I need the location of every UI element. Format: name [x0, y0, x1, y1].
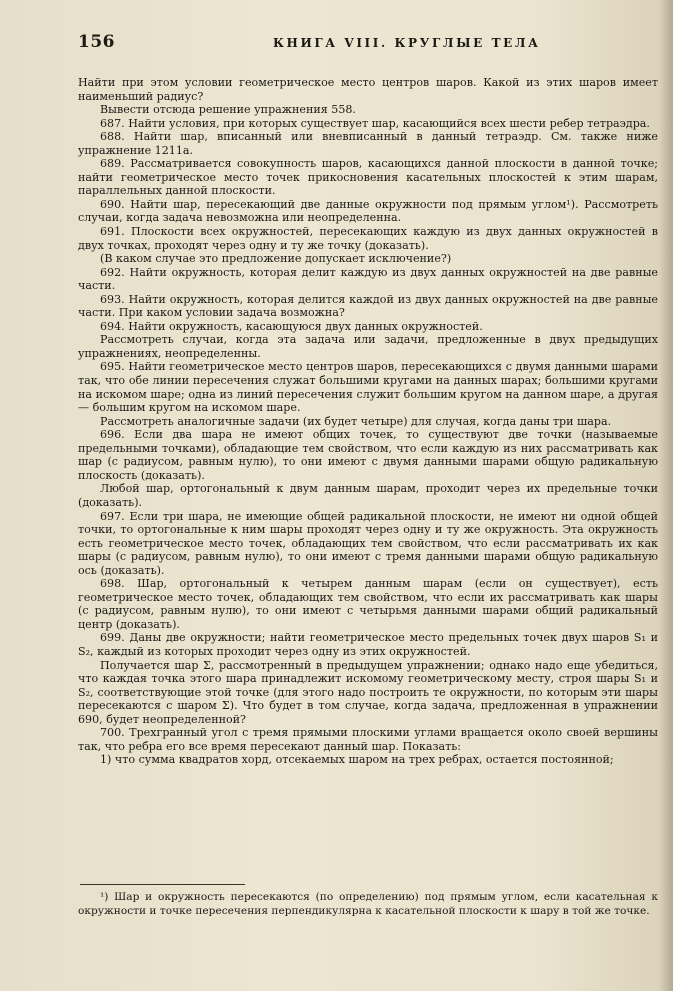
paragraph: (В каком случае это предложение допускает исключение?)	[100, 252, 452, 266]
exercise-696: 696. Если два шара не имеют общих точек, то существуют две точки (называемые предельными точками), обладающие тем свойством, что если каждую из них рассматривать как шар (с радиусом, равным нулю), то они имеют с двумя данными шарами общую радикальную плоскость (доказать).	[78, 428, 658, 482]
exercise-690: 690. Найти шар, пересекающий две данные окружности под прямым углом¹). Рассмотреть случаи, когда задача невозможна или неопределенна.	[78, 197, 658, 225]
paragraph: Найти при этом условии геометрическое место центров шаров. Какой из этих шаров имеет наименьший радиус?	[78, 76, 658, 103]
footnote-rule	[80, 884, 245, 885]
page-header	[78, 32, 658, 60]
paragraph: Вывести отсюда решение упражнения 558.	[100, 103, 356, 117]
exercise-693: 693. Найти окружность, которая делится каждой из двух данных окружностей на две равные части. При каком условии задача возможна?	[78, 292, 658, 320]
paragraph: 1) что сумма квадратов хорд, отсекаемых шаром на трех ребрах, остается постоянной;	[100, 753, 614, 767]
page-edge-shadow	[659, 0, 673, 991]
exercise-697: 697. Если три шара, не имеющие общей радикальной плоскости, не имеют ни одной общей точки, то ортогональные к ним шары проходят через одну и ту же окружность. Эта окружность есть геометрическое место точек, обладающих тем свойством, что если рассматривать их как шары (с радиусом, равным нулю), то они имеют с тремя данными шарами общую радикальную ось (доказать).	[78, 509, 658, 577]
exercise-700: 700. Трехгранный угол с тремя прямыми плоскими углами вращается около своей вершины так, что ребра его все время пересекают данный шар. Показать:	[78, 726, 658, 753]
exercise-692: 692. Найти окружность, которая делит каждую из двух данных окружностей на две равные части.	[78, 265, 658, 293]
exercise-688: 688. Найти шар, вписанный или вневписанный в данный тетраэдр. См. также ниже упражнение 1211а.	[78, 130, 658, 157]
exercise-689: 689. Рассматривается совокупность шаров, касающихся данной плоскости в данной точке; найти геометрическое место точек прикосновения касательных плоскостей к этим шарам, параллельных данной плоскости.	[78, 157, 658, 198]
exercise-687: 687. Найти условия, при которых существует шар, касающийся всех шести ребер тетраэдра.	[100, 116, 650, 130]
exercise-695: 695. Найти геометрическое место центров шаров, пересекающихся с двумя данными шарами так, что обе линии пересечения служат большими кругами на данных шарах; большими кругами на искомом шаре; одна из линий пересечения служит большим кругом на данном шаре, а другая — большим кругом на искомом шаре.	[78, 360, 658, 415]
paragraph: Получается шар Σ, рассмотренный в предыдущем упражнении; однако надо еще убедиться, что каждая точка этого шара принадлежит искомому геометрическому месту, строя шары S₁ и S₂, соответствующие этой точке (для этого надо построить те окружности, по которым эти шары пересекаются с шаром Σ). Что будет в том случае, когда задача, предложенная в упражнении 690, будет неопределенной?	[78, 658, 658, 726]
body-text	[78, 76, 658, 767]
footnote: ¹) Шар и окружность пересекаются (по определению) под прямым углом, если касательная к окружности и точке пересечения перпендикулярна к касательной плоскости к шару в той же точке.	[78, 891, 658, 917]
paragraph: Рассмотреть случаи, когда эта задача или задачи, предложенные в двух предыдущих упражнениях, неопределенны.	[78, 333, 658, 360]
paragraph: Любой шар, ортогональный к двум данным шарам, проходит через их предельные точки (доказать).	[78, 482, 658, 509]
running-head: КНИГА VIII. КРУГЛЫЕ ТЕЛА	[273, 36, 541, 50]
footnotes	[78, 884, 658, 918]
exercise-694: 694. Найти окружность, касающуюся двух данных окружностей.	[100, 319, 483, 333]
exercise-699: 699. Даны две окружности; найти геометрическое место предельных точек двух шаров S₁ и S₂, каждый из которых проходит через одну из этих окружностей.	[78, 631, 658, 658]
page-number: 156	[78, 32, 115, 52]
paragraph: Рассмотреть аналогичные задачи (их будет четыре) для случая, когда даны три шара.	[100, 414, 612, 428]
exercise-698: 698. Шар, ортогональный к четырем данным шарам (если он существует), есть геометрическое место точек, обладающих тем свойством, что если их рассматривать как шары (с радиусом, равным нулю), то они имеют с четырьмя данными шарами общий радикальный центр (доказать).	[78, 577, 658, 631]
exercise-691: 691. Плоскости всех окружностей, пересекающих каждую из двух данных окружностей в двух точках, проходят через одну и ту же точку (доказать).	[78, 225, 658, 252]
